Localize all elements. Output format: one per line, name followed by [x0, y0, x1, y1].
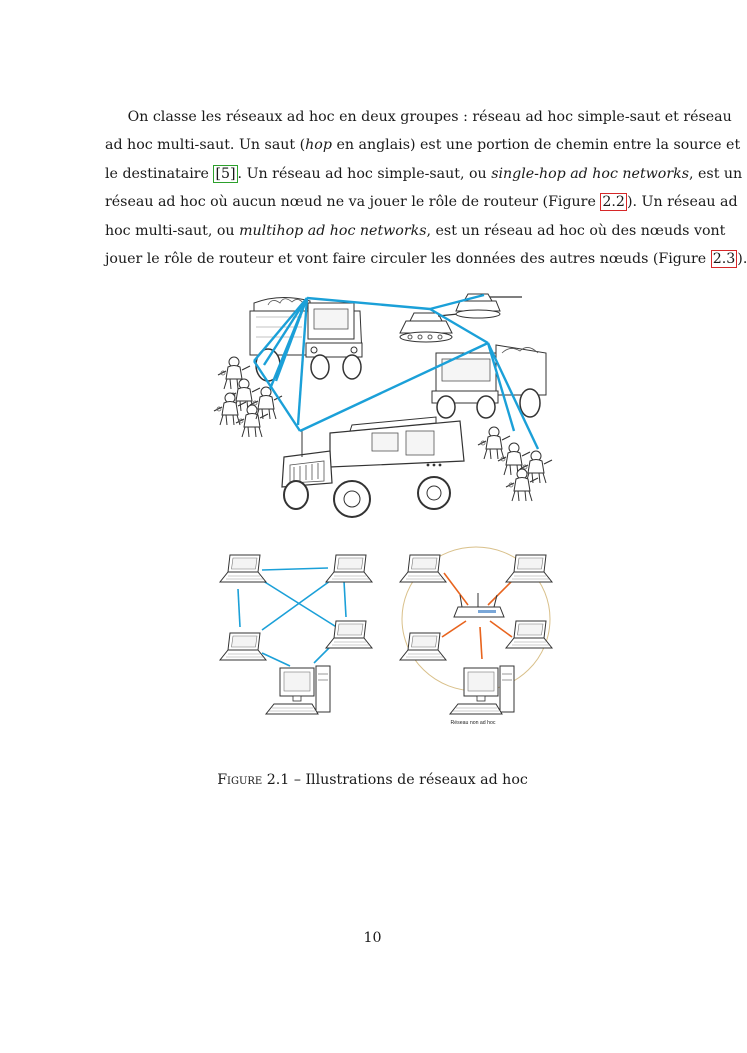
text-run: le destinataire — [105, 165, 214, 182]
text-run: , est un — [689, 165, 743, 182]
text-run: . Un réseau ad hoc simple-saut, ou — [237, 165, 492, 182]
paragraph-line — [105, 160, 743, 188]
soldiers-image — [478, 427, 552, 501]
desktop-computer-icon — [450, 666, 514, 714]
network-illustration — [210, 283, 555, 728]
text-run: en anglais) est une portion de chemin entre la source et — [331, 137, 741, 154]
paragraph-line — [105, 103, 732, 131]
laptop-icon — [506, 555, 552, 582]
text-run: réseau ad hoc où aucun nœud ne va jouer le rôle de routeur (Figure — [105, 194, 601, 211]
paragraph-line — [105, 188, 738, 216]
italic-term: single-hop ad hoc networks — [491, 165, 689, 182]
citation-link[interactable]: [5] — [215, 165, 236, 182]
tank-image — [456, 294, 522, 318]
text-run: On classe les réseaux ad hoc en deux groupes : réseau ad hoc simple-saut et réseau — [127, 109, 732, 125]
text-run: ). — [737, 250, 747, 267]
desktop-computer-icon — [266, 666, 330, 714]
page-number: 10 — [363, 930, 382, 946]
paragraph-line — [105, 245, 747, 273]
paragraph-line — [105, 217, 726, 245]
text-run: , est un réseau ad hoc où des nœuds vont — [426, 222, 726, 239]
figure-illustration — [210, 283, 555, 728]
paragraph-line — [105, 131, 741, 159]
caption-label: Figure 2.1 — [217, 772, 290, 788]
laptop-icon — [220, 633, 266, 660]
body-paragraph — [105, 103, 747, 273]
figure-ref-link[interactable]: 2.3 — [712, 250, 736, 267]
italic-term: multihop ad hoc networks — [239, 222, 427, 239]
jeep-image — [282, 417, 464, 517]
laptop-icon — [400, 555, 446, 582]
military-scene — [214, 294, 552, 517]
tank-image — [400, 313, 468, 342]
adhoc-network-diagram — [220, 555, 372, 714]
caption-text: Illustrations de réseaux ad hoc — [305, 772, 528, 788]
caption-separator: – — [289, 772, 306, 788]
text-run: ). Un réseau ad — [626, 194, 738, 211]
italic-term: hop — [305, 137, 332, 154]
infrastructure-network-diagram — [400, 547, 552, 726]
truck-image — [432, 345, 546, 418]
text-run: hoc multi-saut, ou — [105, 222, 240, 239]
laptop-icon — [506, 621, 552, 648]
diagram-label: Réseau non ad hoc — [450, 720, 496, 726]
laptop-icon — [220, 555, 266, 582]
text-run: ad hoc multi-saut. Un saut ( — [105, 137, 306, 154]
text-run: jouer le rôle de routeur et vont faire circuler les données des autres nœuds (Figure — [105, 250, 711, 267]
figure-caption — [0, 772, 745, 788]
figure-ref-link[interactable]: 2.2 — [602, 194, 625, 211]
laptop-icon — [326, 555, 372, 582]
